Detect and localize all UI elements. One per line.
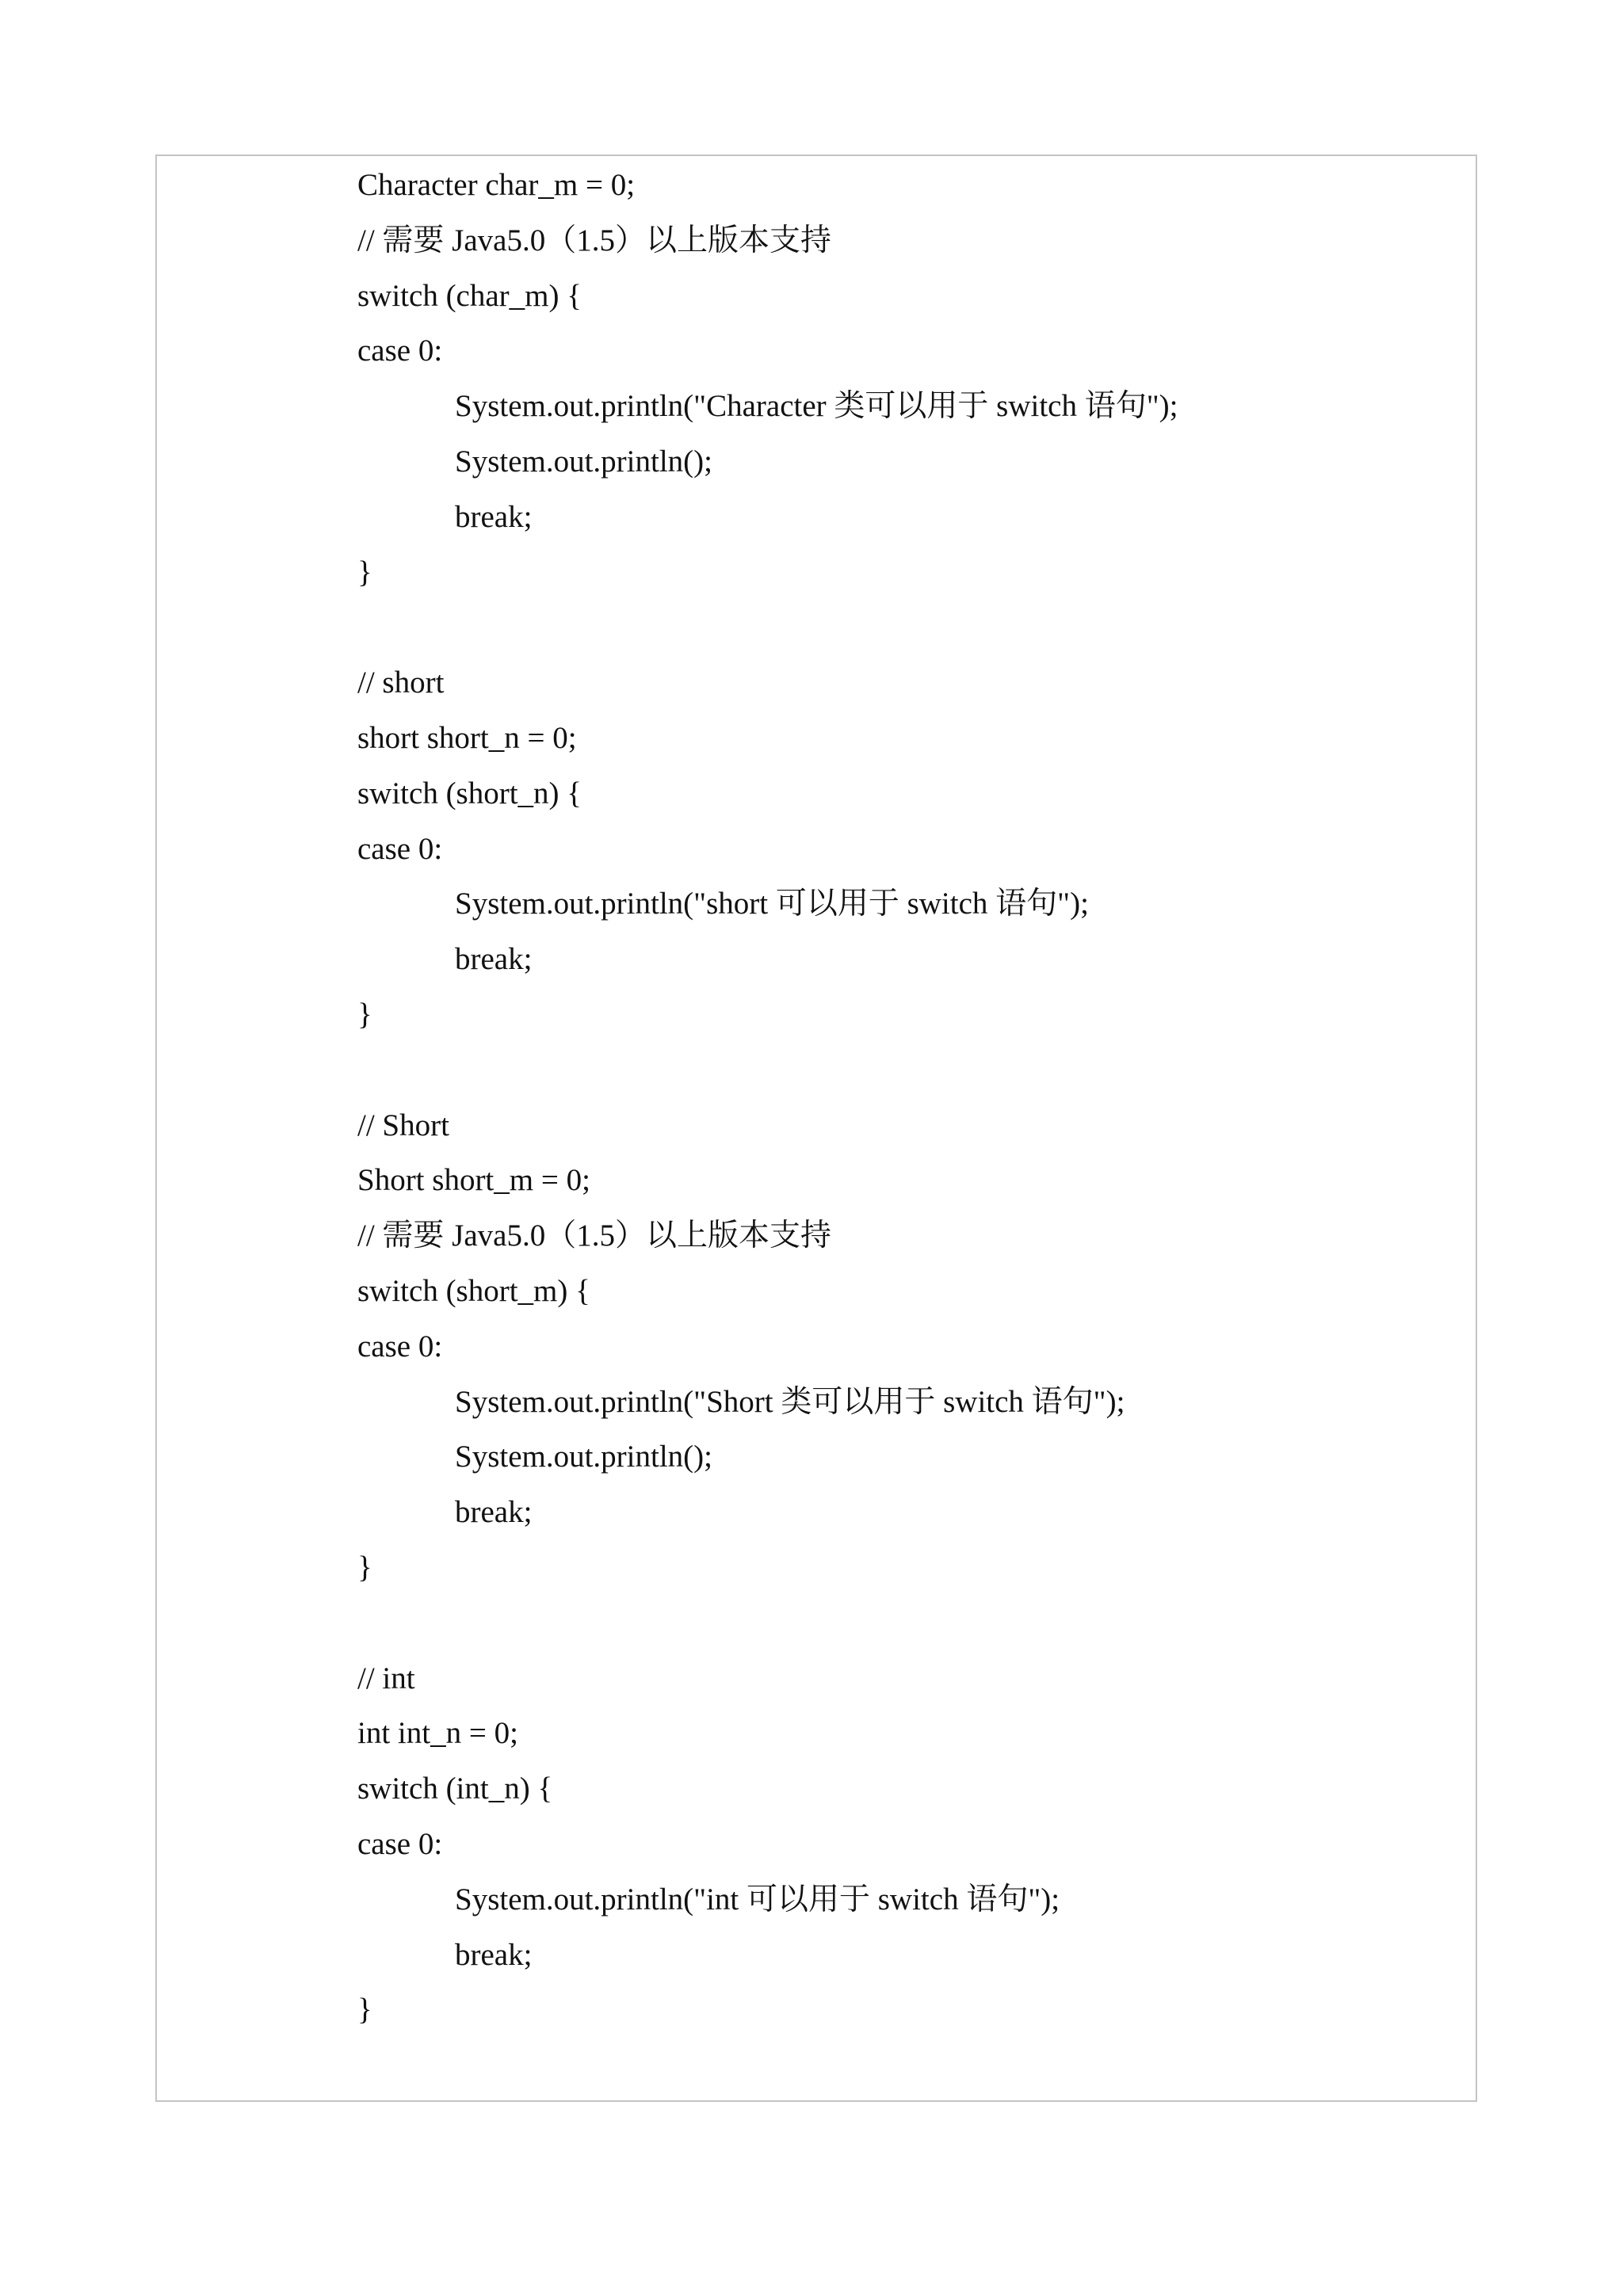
code-line: switch (int_n) { (357, 1772, 553, 1806)
code-line: switch (short_m) { (357, 1274, 590, 1308)
code-line: } (357, 997, 372, 1032)
code-line: break; (455, 942, 533, 976)
code-line: // Short (357, 1108, 449, 1142)
code-line: break; (455, 500, 533, 534)
code-line: short short_n = 0; (357, 721, 577, 755)
code-line: Character char_m = 0; (357, 168, 636, 202)
code-line: break; (455, 1938, 533, 1972)
code-line: switch (short_n) { (357, 776, 582, 810)
code-line: System.out.println(); (455, 1440, 712, 1474)
code-line: System.out.println("Short 类可以用于 switch 语句"); (455, 1385, 1125, 1419)
code-line: // 需要 Java5.0（1.5）以上版本支持 (357, 223, 831, 257)
code-line: Short short_m = 0; (357, 1163, 590, 1197)
code-line: System.out.println("Character 类可以用于 switch 语句"); (455, 389, 1178, 423)
code-line: switch (char_m) { (357, 279, 582, 313)
code-line: case 0: (357, 334, 443, 368)
code-line: System.out.println("short 可以用于 switch 语句"); (455, 887, 1089, 921)
code-line: int int_n = 0; (357, 1716, 518, 1750)
code-line: case 0: (357, 832, 443, 866)
code-box-border (155, 154, 1477, 2102)
code-line: } (357, 555, 372, 589)
code-line: // int (357, 1661, 415, 1695)
code-line: break; (455, 1495, 533, 1529)
code-line: System.out.println(); (455, 444, 712, 479)
code-line: case 0: (357, 1329, 443, 1363)
code-line: // 需要 Java5.0（1.5）以上版本支持 (357, 1219, 831, 1253)
code-line: } (357, 1550, 372, 1585)
code-line: // short (357, 666, 445, 700)
code-line: case 0: (357, 1827, 443, 1861)
code-line: } (357, 1993, 372, 2027)
code-line: System.out.println("int 可以用于 switch 语句"); (455, 1882, 1060, 1917)
